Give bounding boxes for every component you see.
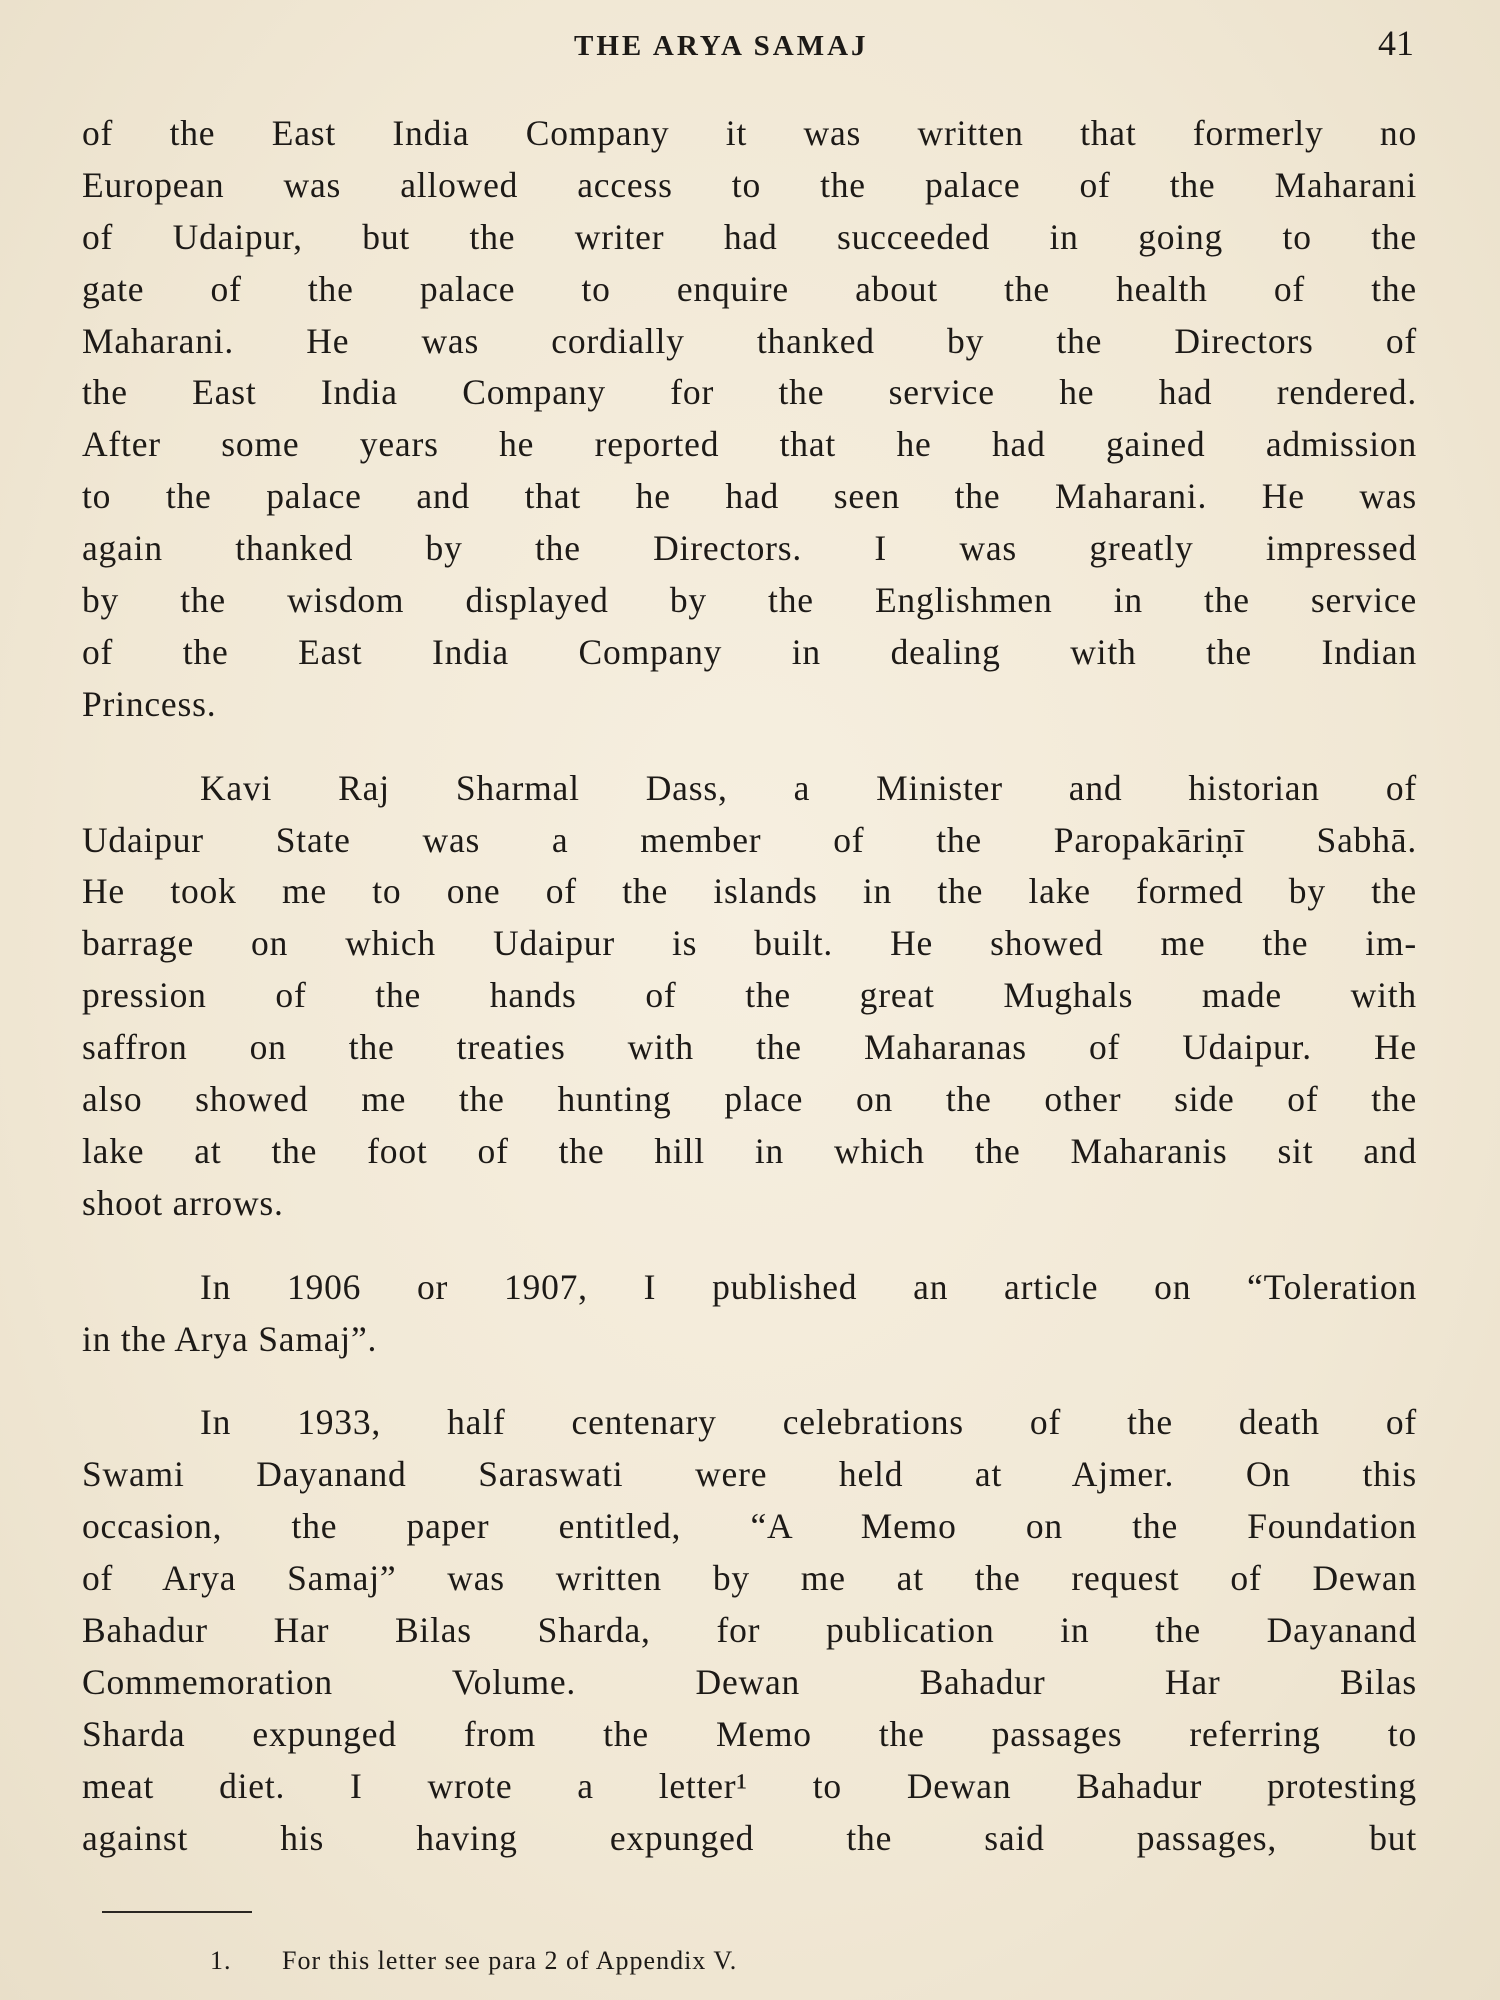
text-line: occasion, the paper entitled, “A Memo on the Foundation <box>82 1506 1417 1547</box>
text-line: pression of the hands of the great Mughals made with <box>82 975 1417 1016</box>
text-line: barrage on which Udaipur is built. He showed me the im- <box>82 923 1417 964</box>
text-line: of the East India Company in dealing with the Indian <box>82 631 1417 672</box>
text-line: saffron on the treaties with the Maharanas of Udaipur. He <box>82 1027 1417 1068</box>
paragraph <box>82 763 1417 1230</box>
footnote <box>210 1946 737 1976</box>
paragraph-gap <box>82 1230 1417 1262</box>
text-line: After some years he reported that he had gained admission <box>82 424 1417 465</box>
text-line: to the palace and that he had seen the Maharani. He was <box>82 476 1417 517</box>
text-line: of Udaipur, but the writer had succeeded in going to the <box>82 216 1417 257</box>
page-number: 41 <box>1378 23 1414 63</box>
text-line: again thanked by the Directors. I was greatly impressed <box>82 528 1417 569</box>
paragraph-gap <box>82 1365 1417 1397</box>
text-line: of the East India Company it was written that formerly no <box>82 113 1417 153</box>
text-line: Swami Dayanand Saraswati were held at Ajmer. On this <box>82 1454 1417 1495</box>
text-line: of Arya Samaj” was written by me at the request of Dewan <box>82 1558 1417 1599</box>
text-line: meat diet. I wrote a letter¹ to Dewan Bahadur protesting <box>82 1765 1417 1806</box>
text-line: lake at the foot of the hill in which the Maharanis sit and <box>82 1130 1417 1171</box>
text-line: by the wisdom displayed by the Englishmen in the service <box>82 580 1417 621</box>
text-line: also showed me the hunting place on the other side of the <box>82 1079 1417 1120</box>
paragraph <box>82 1397 1417 1864</box>
text-line: the East India Company for the service he had rendered. <box>82 372 1417 413</box>
text-line: Commemoration Volume. Dewan Bahadur Har Bilas <box>82 1661 1417 1702</box>
text-line: Princess. <box>82 683 217 724</box>
text-line: Udaipur State was a member of the Paropakāriṇī Sabhā. <box>82 819 1417 860</box>
footnote-number: 1. <box>210 1946 232 1975</box>
paragraph <box>82 108 1417 731</box>
text-line: gate of the palace to enquire about the health of the <box>82 268 1417 309</box>
footnote-text: For this letter see para 2 of Appendix V. <box>282 1946 738 1975</box>
text-line: Sharda expunged from the Memo the passages referring to <box>82 1713 1417 1754</box>
text-line: He took me to one of the islands in the lake formed by the <box>82 871 1417 912</box>
text-line: In 1933, half centenary celebrations of the death of <box>200 1402 1417 1443</box>
text-line: In 1906 or 1907, I published an article on “Toleration <box>200 1266 1417 1307</box>
page-body <box>82 108 1417 1865</box>
text-line: European was allowed access to the palace of the Maharani <box>82 164 1417 205</box>
text-line: Maharani. He was cordially thanked by the Directors of <box>82 320 1417 361</box>
paragraph-gap <box>82 731 1417 763</box>
paragraph <box>82 1262 1417 1366</box>
running-head: THE ARYA SAMAJ <box>574 30 869 62</box>
text-line: against his having expunged the said passages, but <box>82 1817 1417 1858</box>
text-line: in the Arya Samaj”. <box>82 1318 378 1359</box>
page-header <box>84 22 1414 78</box>
footnote-divider <box>102 1911 252 1913</box>
text-line: Bahadur Har Bilas Sharda, for publication in the Dayanand <box>82 1610 1417 1651</box>
text-line: shoot arrows. <box>82 1182 284 1223</box>
text-line: Kavi Raj Sharmal Dass, a Minister and historian of <box>200 767 1417 808</box>
